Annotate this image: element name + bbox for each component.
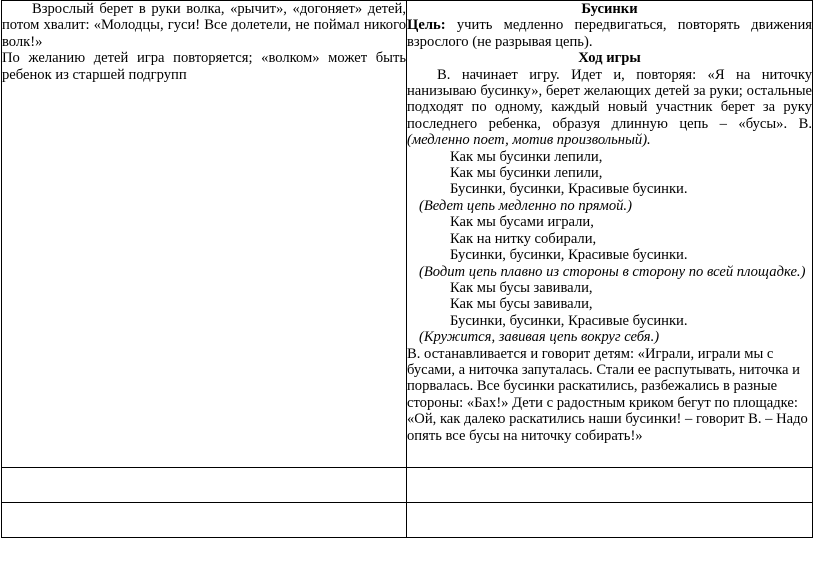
goal-label: Цель: — [407, 17, 446, 34]
verse-line: Как мы бусами играли, — [450, 214, 594, 231]
section-title: Ход игры — [578, 50, 641, 67]
game-title: Бусинки — [581, 1, 638, 17]
verse-line: Как на нитку собирали, — [450, 230, 597, 247]
goal-paragraph — [407, 17, 812, 50]
empty-cell — [407, 468, 813, 503]
verse-line: Бусинки, бусинки, Красивые бусинки. — [450, 181, 688, 198]
intro-paragraph — [407, 67, 812, 149]
verse-line: Как мы бусинки лепили, — [450, 165, 603, 182]
stage-direction: (Водит цепь плавно из стороны в сторону по всей площадке.) — [419, 263, 806, 280]
document-table — [1, 0, 813, 538]
verse-line: Бусинки, бусинки, Красивые бусинки. — [450, 247, 688, 264]
empty-cell — [407, 503, 813, 538]
goal-text: учить медленно передвигаться, повторять движения взрослого (не разрывая цепь). — [407, 17, 812, 50]
verse-line: Как мы бусы завивали, — [450, 296, 593, 313]
intro-text: В. начинает игру. Идет и, повторяя: «Я на ниточку нанизываю бусинку», берет желающих детей за руки; остальные подходят по одному, каждый новый участник берет за руку последнего ребенка, образуя длинную цепь – «бусы». В. — [407, 66, 812, 132]
intro-italic: (медленно поет, мотив произвольный). — [407, 132, 651, 149]
table-row — [2, 503, 813, 538]
ending-paragraph: В. останавливается и говорит детям: «Играли, играли мы с бусами, а ниточка запуталась. Стали ее распутывать, ниточка и порвалась. Все бусинки раскатились, разбежались в разные стороны: «Бах!» Дети с радостным криком бегут по площадке: «Ой, как далеко раскатились наши бусинки! – говорит В. – Надо опять все бусы на ниточку собирать!» — [407, 345, 808, 444]
verse-line: Бусинки, бусинки, Красивые бусинки. — [450, 312, 688, 329]
empty-cell — [2, 503, 407, 538]
stage-direction: (Ведет цепь медленно по прямой.) — [419, 197, 632, 214]
table-row — [2, 468, 813, 503]
stage-direction: (Кружится, завивая цепь вокруг себя.) — [419, 329, 660, 346]
left-paragraph-1: Взрослый берет в руки волка, «рычит», «догоняет» детей, потом хвалит: «Молодцы, гуси! Все долетели, не поймал никого волк!» — [2, 1, 406, 50]
left-cell — [2, 1, 407, 468]
table-row — [2, 1, 813, 468]
empty-cell — [2, 468, 407, 503]
verse-line: Как мы бусы завивали, — [450, 279, 593, 296]
right-cell — [407, 1, 813, 468]
verse-line: Как мы бусинки лепили, — [450, 148, 603, 165]
left-paragraph-2: По желанию детей игра повторяется; «волком» может быть ребенок из старшей подгрупп — [2, 50, 406, 83]
